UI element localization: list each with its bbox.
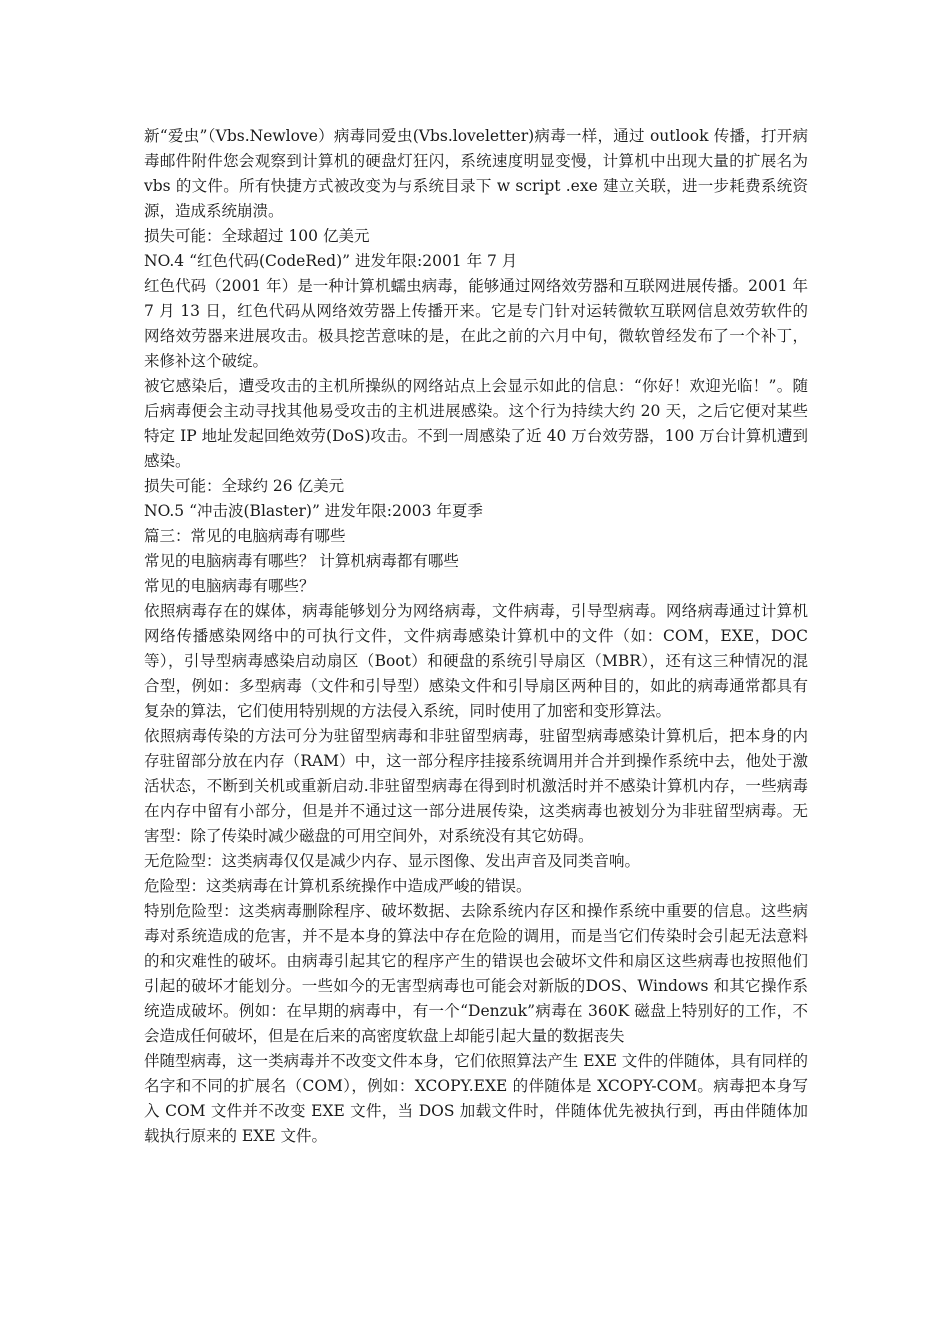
paragraph: 无危险型：这类病毒仅仅是减少内存、显示图像、发出声音及同类音响。 [144,852,641,870]
paragraph: NO.5 “冲击波(Blaster)” 进发年限:2003 年夏季 [144,502,483,520]
paragraph: 伴随型病毒，这一类病毒并不改变文件本身，它们依照算法产生 EXE 文件的伴随体，具有同样的名字和不同的扩展名（COM），例如：XCOPY.EXE 的伴随体是 XCOPY-COM。病毒把本身写入 COM 文件并不改变 EXE 文件，当 DOS 加载文件时，伴随体优先被执行到，再由伴随体加载执行原来的 EXE 文件。 [144,1052,808,1145]
paragraph: NO.4 “红色代码(CodeRed)” 进发年限:2001 年 7 月 [144,252,518,270]
paragraph: 依照病毒存在的媒体，病毒能够划分为网络病毒，文件病毒，引导型病毒。网络病毒通过计算机网络传播感染网络中的可执行文件，文件病毒感染计算机中的文件（如：COM，EXE，DOC 等），引导型病毒感染启动扇区（Boot）和硬盘的系统引导扇区（MBR），还有这三种情况的混合型，例如：多型病毒（文件和引导型）感染文件和引导扇区两种目的，如此的病毒通常都具有复杂的算法，它们使用特别规的方法侵入系统，同时使用了加密和变形算法。 [144,602,808,720]
paragraph: 危险型：这类病毒在计算机系统操作中造成严峻的错误。 [144,877,532,895]
paragraph: 常见的电脑病毒有哪些？ [144,577,315,595]
paragraph: 红色代码（2001 年）是一种计算机蠕虫病毒，能够通过网络效劳器和互联网进展传播。2001 年 7 月 13 日，红色代码从网络效劳器上传播开来。它是专门针对运转微软互联网信息效劳软件的网络效劳器来进展攻击。极具挖苦意味的是，在此之前的六月中旬，微软曾经发布了一个补丁，来修补这个破绽。 [144,277,808,370]
paragraph: 新“爱虫”（Vbs.Newlove）病毒同爱虫(Vbs.loveletter)病毒一样，通过 outlook 传播，打开病毒邮件附件您会观察到计算机的硬盘灯狂闪，系统速度明显变慢，计算机中出现大量的扩展名为 vbs 的文件。所有快捷方式被改变为与系统目录下 w script .exe 建立关联，进一步耗费系统资源，造成系统崩溃。 [144,127,808,220]
paragraph: 依照病毒传染的方法可分为驻留型病毒和非驻留型病毒，驻留型病毒感染计算机后，把本身的内存驻留部分放在内存（RAM）中，这一部分程序挂接系统调用并合并到操作系统中去，他处于激活状态，不断到关机或重新启动.非驻留型病毒在得到时机激活时并不感染计算机内存，一些病毒在内存中留有小部分，但是并不通过这一部分进展传染，这类病毒也被划分为非驻留型病毒。无害型：除了传染时减少磁盘的可用空间外，对系统没有其它妨碍。 [144,727,808,845]
paragraph: 损失可能：全球约 26 亿美元 [144,477,345,495]
paragraph: 特别危险型：这类病毒删除程序、破坏数据、去除系统内存区和操作系统中重要的信息。这些病毒对系统造成的危害，并不是本身的算法中存在危险的调用，而是当它们传染时会引起无法意料的和灾难性的破坏。由病毒引起其它的程序产生的错误也会破坏文件和扇区这些病毒也按照他们引起的破坏才能划分。一些如今的无害型病毒也可能会对新版的DOS、Windows 和其它操作系统造成破坏。例如：在早期的病毒中，有一个“Denzuk”病毒在 360K 磁盘上特别好的工作，不会造成任何破坏，但是在后来的高密度软盘上却能引起大量的数据丧失 [144,902,808,1045]
paragraph: 损失可能：全球超过 100 亿美元 [144,227,370,245]
section-heading: 篇三：常见的电脑病毒有哪些 [144,527,346,545]
paragraph: 被它感染后，遭受攻击的主机所操纵的网络站点上会显示如此的信息：“你好！欢迎光临！”。随后病毒便会主动寻找其他易受攻击的主机进展感染。这个行为持续大约 20 天，之后它便对某些特定 IP 地址发起回绝效劳(DoS)攻击。不到一周感染了近 40 万台效劳器，100 万台计算机遭到感染。 [144,377,808,470]
paragraph: 常见的电脑病毒有哪些？ 计算机病毒都有哪些 [144,552,459,570]
document-body [144,124,808,1149]
